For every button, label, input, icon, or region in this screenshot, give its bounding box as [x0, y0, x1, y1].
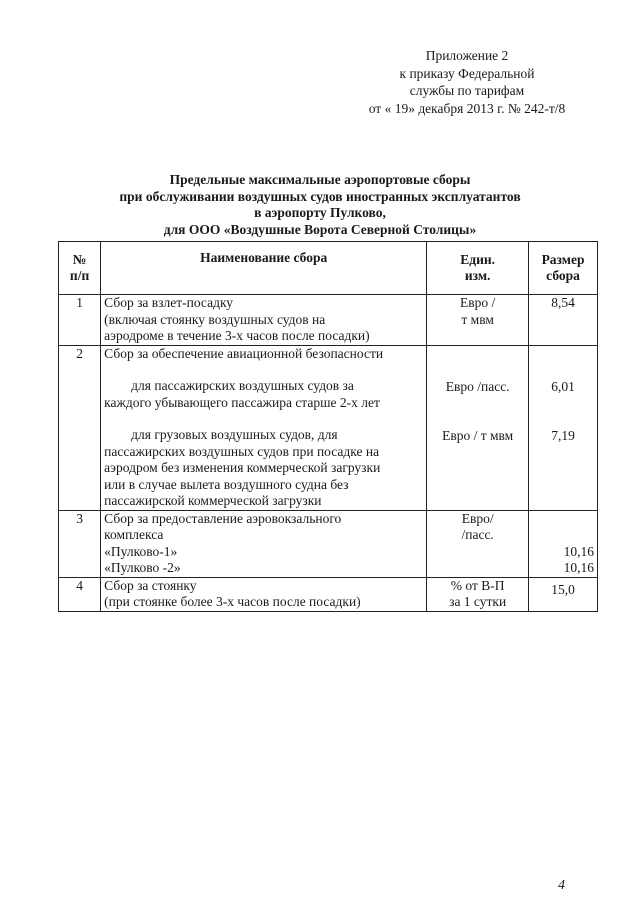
table-row [59, 577, 598, 611]
appendix-line: службы по тарифам [409, 83, 525, 98]
header-name: Наименование сбора [101, 242, 427, 295]
title-line: при обслуживании воздушных судов иностранных эксплуатантов [119, 188, 521, 204]
row-unit: Евро / т мвм [427, 295, 529, 346]
row-num: 4 [59, 577, 101, 611]
row-size: 10,16 10,16 [529, 510, 598, 577]
row-size: 15,0 [529, 577, 598, 611]
row-num: 3 [59, 510, 101, 577]
row-name: Сбор за обеспечение авиационной безопасности для пассажирских воздушных судов за каждого убывающего пассажира старше 2-х лет для грузовых воздушных судов, для пассажирских воздушных судов при посадке на аэродром без изменения коммерческой загрузки или в случае вылета воздушного судна без пассажирской коммерческой загрузки [101, 345, 427, 510]
appendix-header [342, 47, 592, 117]
page-number-mark: 4 [558, 878, 565, 893]
row-name: Сбор за предоставление аэровокзального комплекса «Пулково-1» «Пулково -2» [101, 510, 427, 577]
document-title [60, 172, 580, 238]
title-line: для ООО «Воздушные Ворота Северной Столицы» [163, 221, 477, 237]
appendix-line: Приложение 2 [425, 48, 509, 63]
row-num: 1 [59, 295, 101, 346]
fees-table [58, 241, 598, 612]
title-line: в аэропорту Пулково, [254, 205, 386, 220]
row-unit: Евро/ /пасс. [427, 510, 529, 577]
row-unit: Евро /пасс. Евро / т мвм [427, 345, 529, 510]
title-line: Предельные максимальные аэропортовые сборы [169, 172, 471, 187]
header-size: Размер сбора [529, 242, 598, 295]
table-row [59, 510, 598, 577]
row-size: 8,54 [529, 295, 598, 346]
appendix-line: от « 19» декабря 2013 г. № 242-т/8 [368, 100, 566, 116]
header-unit: Един. изм. [427, 242, 529, 295]
row-unit: % от В-П за 1 сутки [427, 577, 529, 611]
table-row [59, 295, 598, 346]
row-num: 2 [59, 345, 101, 510]
appendix-line: к приказу Федеральной [399, 65, 535, 81]
table-row [59, 345, 598, 510]
row-size: 6,01 7,19 [529, 345, 598, 510]
table-header-row [59, 242, 598, 295]
header-num: № п/п [59, 242, 101, 295]
row-name: Сбор за стоянку (при стоянке более 3-х часов после посадки) [101, 577, 427, 611]
row-name: Сбор за взлет-посадку (включая стоянку воздушных судов на аэродроме в течение 3-х часов после посадки) [101, 295, 427, 346]
